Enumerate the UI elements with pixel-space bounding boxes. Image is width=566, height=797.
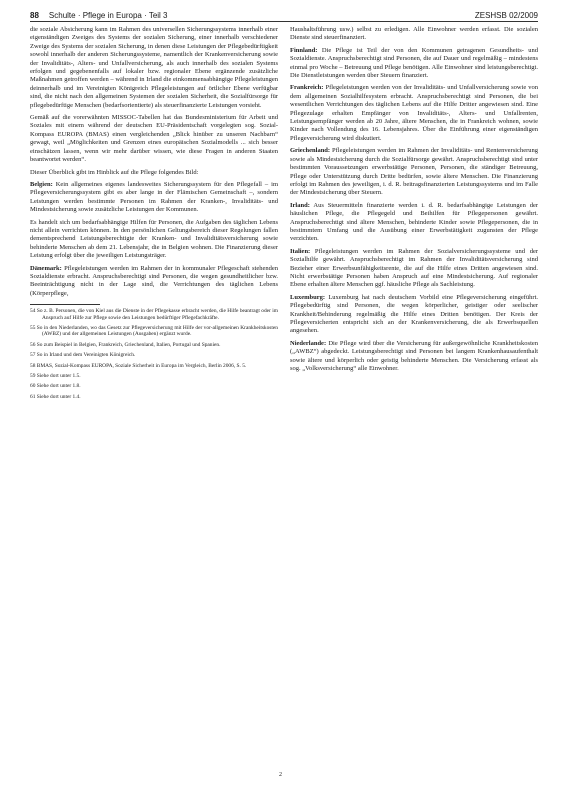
- country-heading: Finnland:: [290, 46, 318, 54]
- footnote: 56 So zum Beispiel in Belgien, Frankreich, Griechenland, Italien, Portugal und Spanien.: [30, 341, 221, 348]
- paragraph: Dänemark: Pflegeleistungen werden im Rahmen der in kommunaler Pflegeschaft stehenden Sozialdienste erbracht. Anspruchsberechtigt sind Personen, die wegen gesundheitlicher bzw. Beeinträchtigung nicht in der Lage sind, die Verrichtungen des täglichen Lebens (Körperpflege,: [30, 264, 278, 297]
- footnote: 54 So z. B. Personen, die von Kiel aus die Dienste in der Pflegekasse erbracht werden, die Hilfe beantragt oder im Anspruch auf Hilfe zur Pflege sowie den Leistungen bedürftiger Pflegefachkräfte.: [30, 308, 278, 321]
- paragraph: Griechenland: Pflegeleistungen werden im Rahmen der Invaliditäts- und Rentenversicherung sowie als Mindestsicherung durch die Sozialfürsorge gewährt. Anspruchsberechtigt sind unter bestimmten Voraussetzungen erwerbstätige Personen, Personen, die ständiger Betreuung, Pflege oder Unterstützung durch Dritte bedürfen, sowie ältere Menschen. Die Finanzierung erfolgt im Rahmen des jeweiligen, i. d. R. beitragsfinanzierten Leistungssystems und im Falle der Mindestsicherung über Steuern.: [290, 147, 538, 197]
- header-rule: [30, 21, 538, 22]
- paragraph: Es handelt sich um bedarfsabhängige Hilfen für Personen, die Aufgaben des täglichen Lebens nicht allein verrichten können. In den persönlichen Geltungsbereich dieser Regelungen fallen dementsprechend Leistungsberechtigte der Kranken- und Invaliditätsversicherung sowie behinderte Menschen ab dem 21. Lebensjahr, die in Belgien wohnen. Die Finanzierung dieser Leistung erfolgt über die jeweiligen Leistungsträger.: [30, 218, 278, 260]
- paragraph: Haushaltsführung usw.) selbst zu erledigen. Alle Einwohner werden erfasst. Die sozialen Dienste sind steuerfinanziert.: [290, 26, 538, 42]
- page-number: 88: [30, 11, 39, 20]
- paragraph: Gemäß auf die vorerwähnten MISSOC-Tabellen hat das Bundesministerium für Arbeit und Soziales mit einem während der deutschen EU-Präsidentschaft vorgelegten sog. Sozial-Kompass EUROPA (BMAS) einen vergleichenden „Blick hinüber zu unseren Nachbarn“ gewagt, weil „Möglichkeiten und Grenzen eines europäischen Sozialmodells ... sich besser einschätzen lassen, wenn wir mehr darüber wissen, wie diese Fragen in anderen Staaten beantwortet werden“.: [30, 114, 278, 164]
- running-header: [30, 6, 538, 20]
- left-column: [30, 26, 278, 404]
- country-heading: Griechenland:: [290, 147, 331, 155]
- footnotes: [30, 308, 278, 400]
- footnote: 55 So in den Niederlanden, wo das Gesetz zur Pflegeversicherung mit Hilfe der vor-allgemeinen Krankheitskosten (AWBZ) und der allgemeinen Leistungen (Ausgaben) ergänzt wurde.: [30, 325, 278, 338]
- page-footer-mark: 2: [279, 772, 282, 778]
- country-heading: Belgien:: [30, 180, 53, 188]
- footnote: 57 So in Irland und dem Vereinigten Königreich.: [30, 352, 136, 359]
- paragraph: Italien: Pflegeleistungen werden im Rahmen der Sozialversicherungssysteme und der Sozialhilfe gewährt. Anspruchsberechtigt im Rahmen der Invaliditätsversicherung sind Bezieher einer Erwerbsunfähigkeitsrente, die auf die Hilfe eines Dritten angewiesen sind. Nicht erwerbstätige Personen haben Anspruch auf eine Mindestsicherung. Auf regionaler Ebene erhalten ältere Menschen ggf. häusliche Pflege als Sachleistung.: [290, 247, 538, 289]
- paragraph: Irland: Aus Steuermitteln finanzierte werden i. d. R. bedarfsabhängige Leistungen der häuslichen Pflege, die Pflegegeld und Beihilfen für Pflegepersonen gewährt. Anspruchsberechtigt sind ältere Menschen, behinderte Kinder sowie Pflegepersonen, die in bestimmtem Umfang und die Ausübung einer Erwerbstätigkeit zugunsten der Pflege verzichten.: [290, 201, 538, 243]
- country-heading: Niederlande:: [290, 339, 327, 347]
- journal-issue: ZESHSB 02/2009: [474, 11, 538, 20]
- country-heading: Dänemark:: [30, 264, 62, 272]
- footnote: 58 BMAS, Sozial-Kompass EUROPA, Soziale Sicherheit in Europa im Vergleich, Berlin 2006, S. 5.: [30, 362, 247, 369]
- footnote: 60 Siehe dort unter 1.8.: [30, 383, 81, 390]
- country-heading: Frankreich:: [290, 84, 324, 92]
- running-title: Schulte · Pflege in Europa · Teil 3: [48, 11, 168, 20]
- paragraph: Dieser Überblick gibt im Hinblick auf die Pflege folgendes Bild:: [30, 168, 199, 176]
- footnote: 61 Siehe dort unter 1.4.: [30, 393, 81, 400]
- right-column: [290, 26, 538, 377]
- paragraph: Belgien: Kein allgemeines eigenes landesweites Sicherungssystem für den Pflegefall – im Pflegeversicherungssystem gibt es aber lange in der Flämischen Gemeinschaft –, sondern Leistungen werden bestimmte Personen im Rahmen der Kranken-, Invaliditäts- und Mindestsicherung sowie zusätzliche Leistungen der Kommunen.: [30, 180, 279, 214]
- footnote-rule: [30, 304, 100, 305]
- paragraph: Niederlande: Die Pflege wird über die Versicherung für außergewöhnliche Krankheitskosten („AWBZ“) abgedeckt. Leistungsberechtigt sind Personen bei langem Krankenhausaufenthalt sowie ältere und körperlich oder geistig behinderte Menschen. Die Versicherung erfasst als sog. „Volksversicherung“ alle Einwohner.: [290, 339, 539, 373]
- country-heading: Luxemburg:: [290, 293, 326, 301]
- paragraph: Luxemburg: Luxemburg hat nach deutschem Vorbild eine Pflegeversicherung eingeführt. Pflegebedürftig sind Personen, die wegen körperlicher, geistiger oder seelischer Krankheit/Behinderung regelmäßig die Hilfe eines Dritten benötigen. Der Kreis der Pflegeversicherten entspricht sich an der Krankenversicherung, die als Erwerbsquellen angesehen.: [290, 293, 539, 335]
- footnote: 59 Siehe dort unter 1.5.: [30, 373, 81, 380]
- paragraph: Frankreich: Pflegeleistungen werden von der Invaliditäts- und Unfallversicherung sowie von dem allgemeinen Sozialhilfesystem erbracht. Anspruchsberechtigt sind Personen, die bei wesentlichen Verrichtungen des täglichen Lebens auf die Hilfe Dritter angewiesen sind. Eine Pflegezulage erhalten Empfänger von Invaliditäts-, Alters- und Unfallrenten, Leistungsempfänger werden ab 20 Jahre, ältere Menschen, die in Frankreich wohnen, sowie Kinder nach Vollendung des 16. Lebensjahres. Über die Einführung einer eigenständigen Pflegeversicherung wird diskutiert.: [290, 84, 539, 142]
- country-heading: Italien:: [290, 247, 311, 255]
- country-heading: Irland:: [290, 201, 310, 209]
- paragraph: die soziale Absicherung kann im Rahmen des universellen Sicherungssystems innerhalb einer eigenständigen Zweiges des Systems der sozialen Sicherung, einer innerhalb verschiedener Zweige des Systems der sozialen Sicherung, in denen diese Leistungen der Pflegebedürftigkeit sowohl innerhalb der anderen Sicherungssysteme, namentlich der Krankenversicherung sowie der Invaliditäts-, Alters- und Unfallversicherung, als auch innerhalb des sozialen Systems erfolgen und gegebenenfalls auf lokaler bzw. regionaler Ebene ergänzende zusätzliche Maßnahmen getroffen werden – während in Irland die einkommensabhängige Pflegeleistungen deinnerhalb und im Vereinigten Königreich Pflegeleistungen auf örtlicher Ebene verfügbar sind, die nicht nach den allgemeinen Systemen der sozialen Sicherheit, die Sozialfürsorge für pflegebedürftige Menschen (bedarfsorientierte) als steuerfinanzierte Leistungen vorsieht.: [30, 26, 278, 109]
- paragraph: Finnland: Die Pflege ist Teil der von den Kommunen getragenen Gesundheits- und Sozialdienste. Anspruchsberechtigt sind Personen, die auf Dauer und regelmäßig – mindestens einmal pro Woche – Betreuung und Pflege benötigen. Alle Einwohner sind leistungsberechtigt. Die Dienstleistungen werden über Steuern finanziert.: [290, 46, 539, 80]
